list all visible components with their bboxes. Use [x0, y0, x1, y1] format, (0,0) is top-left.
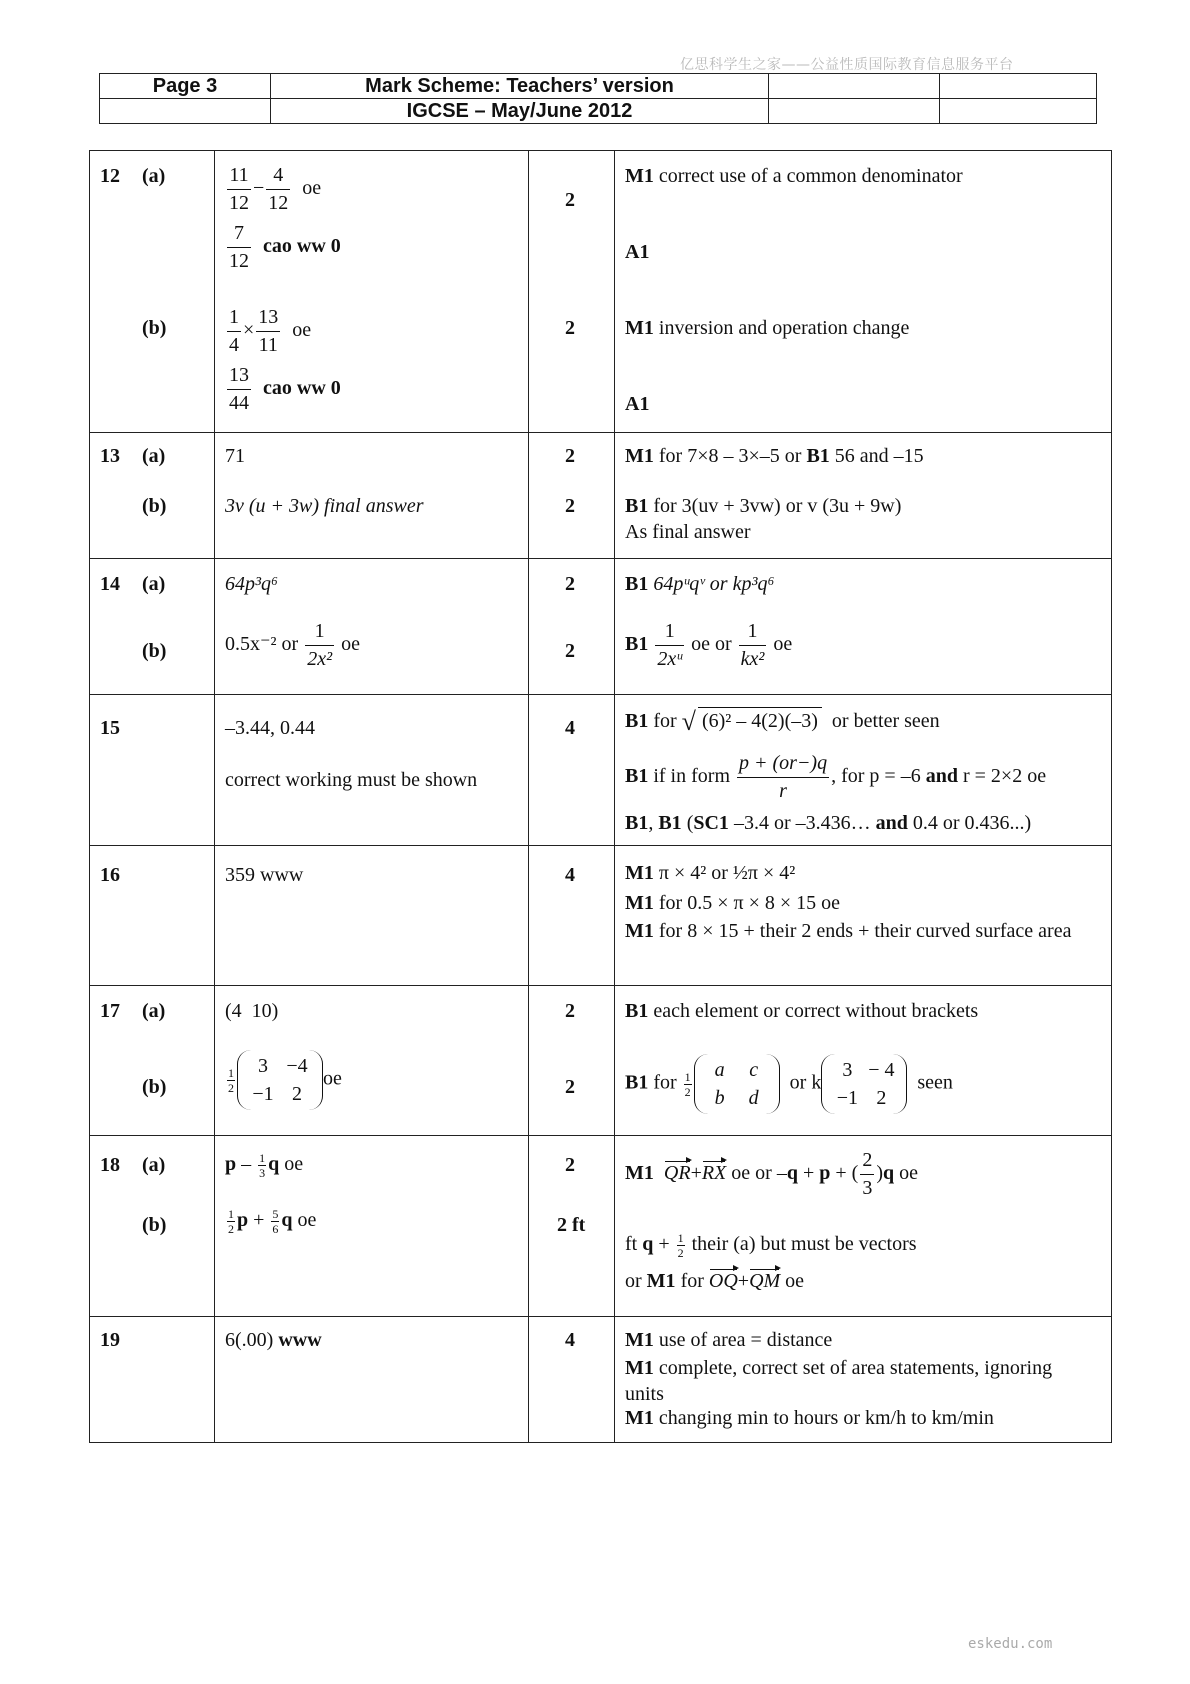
guidance: B1 each element or correct without brackets [625, 1000, 979, 1022]
marks: 4 [565, 864, 575, 886]
marks: 2 [565, 573, 575, 595]
answer: $\frac{7}{12}$ cao ww 0 [229, 222, 341, 272]
question-row-13 [90, 433, 1112, 559]
question-number: 12 [100, 165, 120, 187]
answer: (4 10) [225, 1000, 279, 1022]
marks: 4 [565, 717, 575, 739]
guidance: M1 for 7×8 – 3×–5 or B1 56 and –15 [625, 445, 924, 467]
guidance: or M1 for OQ+QM oe [625, 1270, 805, 1292]
answer: 359 www [225, 864, 304, 886]
guidance: B1, B1 (SC1 –3.4 or –3.436… and 0.4 or 0.436...) [625, 812, 1032, 834]
exam-session: IGCSE – May/June 2012 [271, 99, 769, 124]
guidance: ft q + $\frac{1}{2}$ their (a) but must be vectors [625, 1231, 917, 1260]
marks: 2 [565, 1076, 575, 1098]
question-row-15 [90, 695, 1112, 846]
part-label: (a) [142, 445, 166, 467]
part-label: (b) [142, 640, 167, 662]
part-label: (a) [142, 165, 166, 187]
part-label: (a) [142, 573, 166, 595]
answer: 64p³q⁶ [225, 573, 278, 595]
answer: 71 [225, 445, 245, 467]
part-label: (a) [142, 1154, 166, 1176]
part-label: (b) [142, 1076, 167, 1098]
marks: 2 ft [557, 1214, 586, 1236]
question-row-16 [90, 846, 1112, 986]
answer: $\frac{13}{44}$ cao ww 0 [229, 364, 341, 414]
marks: 2 [565, 445, 575, 467]
question-row-17 [90, 986, 1112, 1136]
guidance: M1 changing min to hours or km/h to km/min [625, 1407, 994, 1429]
guidance: B1 if in form $\frac{p + (or-)q}{r}$ , for p = –6 and r = 2×2 oe [625, 752, 1047, 802]
guidance: B1 for √ (6)² – 4(2)(–3) or better seen [625, 707, 940, 736]
guidance: M1 inversion and operation change [625, 317, 910, 339]
answer: $\frac{1}{2}$ p + $\frac{5}{6}$ q oe [228, 1207, 317, 1236]
answer: $\frac{11}{12}$ − $\frac{4}{12}$ oe [229, 164, 322, 214]
guidance: M1 π × 4² or ½π × 4² [625, 862, 796, 884]
guidance: A1 [625, 393, 650, 415]
answer: 3v (u + 3w) final answer [225, 495, 424, 517]
answer: p – $\frac{1}{3}$ q oe [225, 1151, 304, 1180]
answer: 6(.00) www [225, 1329, 322, 1351]
question-row-19 [90, 1317, 1112, 1443]
page-header-table [99, 73, 1097, 124]
guidance: A1 [625, 241, 650, 263]
question-number: 16 [100, 864, 120, 886]
footer-site: eskedu.com [968, 1636, 1053, 1652]
guidance: M1 for 0.5 × π × 8 × 15 oe [625, 892, 841, 914]
guidance: M1 for 8 × 15 + their 2 ends + their curved surface area [625, 920, 1072, 942]
answer: $\frac{1}{2}$ 3 −4 −1 2oe [225, 1050, 342, 1110]
marks: 2 [565, 640, 575, 662]
guidance: B1 $\frac{1}{\text{2xᵘ}}$ oe or $\frac{1}{\text{kx²}}$ oe [625, 620, 793, 670]
guidance: B1 for $\frac{1}{2}$ a c b d or k3 − 4 −1 2 seen [625, 1054, 953, 1114]
marks: 2 [565, 317, 575, 339]
answer: –3.44, 0.44 [225, 717, 315, 739]
question-number: 15 [100, 717, 120, 739]
marks: 2 [565, 189, 575, 211]
question-number: 18 [100, 1154, 120, 1176]
question-number: 19 [100, 1329, 120, 1351]
guidance: B1 for 3(uv + 3vw) or v (3u + 9w) [625, 495, 902, 517]
part-label: (a) [142, 1000, 166, 1022]
question-number: 17 [100, 1000, 120, 1022]
marks: 2 [565, 495, 575, 517]
guidance: M1 complete, correct set of area statements, ignoring units [625, 1357, 1053, 1405]
guidance: M1 QR+RX oe or –q + p + ( $\frac{2}{3}$ )q oe [625, 1149, 918, 1199]
answer: correct working must be shown [225, 769, 478, 791]
mark-scheme-table [89, 150, 1112, 1443]
marks: 4 [565, 1329, 575, 1351]
question-number: 14 [100, 573, 120, 595]
question-row-12 [90, 151, 1112, 433]
guidance: B1 64pᵘqᵛ or kp³q⁶ [625, 573, 775, 595]
question-row-18 [90, 1136, 1112, 1317]
marks: 2 [565, 1000, 575, 1022]
question-row-14 [90, 559, 1112, 695]
answer: 0.5x⁻² or $\frac{1}{\text{2x²}}$ oe [225, 620, 360, 670]
part-label: (b) [142, 317, 167, 339]
guidance: M1 use of area = distance [625, 1329, 833, 1351]
page-number: Page 3 [100, 74, 271, 99]
watermark: 亿思科学生之家——公益性质国际教育信息服务平台 [680, 57, 1014, 73]
question-number: 13 [100, 445, 120, 467]
guidance: M1 correct use of a common denominator [625, 165, 963, 187]
marks: 2 [565, 1154, 575, 1176]
part-label: (b) [142, 1214, 167, 1236]
answer: $\frac{1}{4}$ × $\frac{13}{11}$ oe [229, 306, 312, 356]
document-title: Mark Scheme: Teachers’ version [271, 74, 769, 99]
guidance: As final answer [625, 521, 751, 543]
part-label: (b) [142, 495, 167, 517]
